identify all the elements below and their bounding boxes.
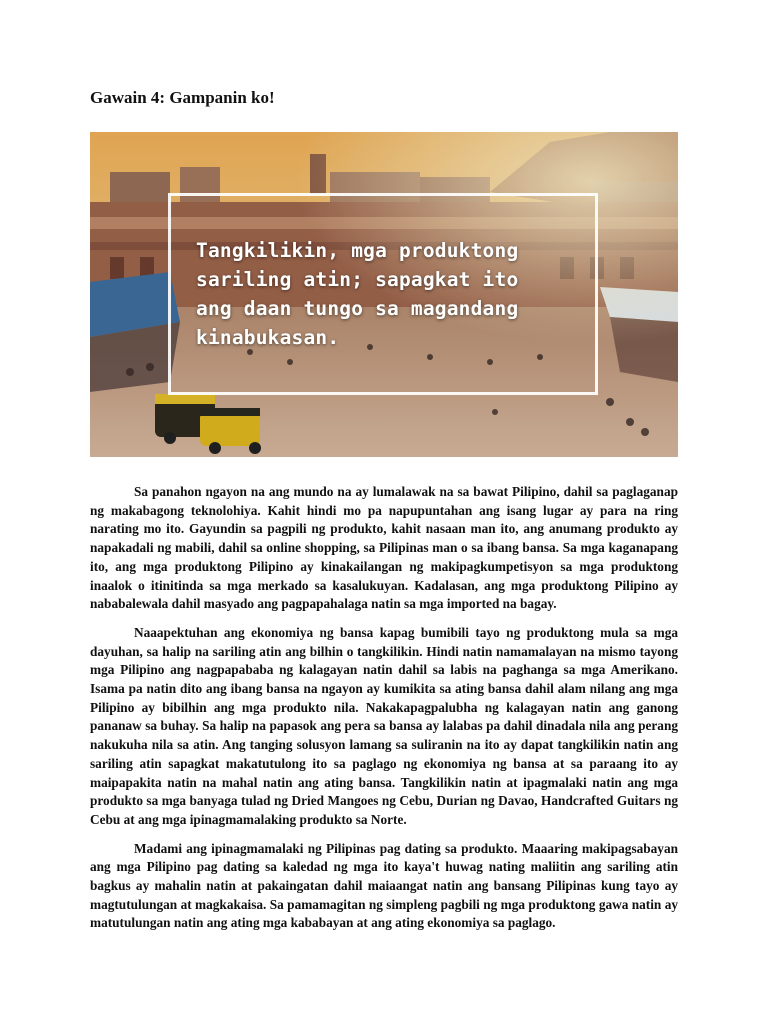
paragraph-3: Madami ang ipinagmamalaki ng Pilipinas pag dating sa produkto. Maaaring makipagsabayan ang mga Pilipino pag dating sa kaledad ng mga ito kaya't huwag nating maliitin ang sariling atin bagkus ay mahalin natin at pakaingatan dahil maiaangat natin ang bansang Pilipinas kung tayo ay magtutulungan at magkakaisa. Sa pamamagitan ng simpleng pagbili ng mga produktong gawa natin ay matutulungan natin ang ating mga kababayan at ang ating ekonomiya sa paglago. — [90, 840, 678, 931]
article-body — [90, 483, 678, 943]
page-heading: Gawain 4: Gampanin ko! — [90, 88, 275, 107]
paragraph-2: Naaapektuhan ang ekonomiya ng bansa kapag bumibili tayo ng produktong mula sa mga dayuhan, sa halip na sariling atin ang bilhin o tangkilikin. Hindi natin namamalayan na mismo tayong mga Pilipino ang nagpapababa ng kalagayan natin dahil sa labis na paghanga sa mga Amerikano. Isama pa natin dito ang ibang bansa na ngayon ay kumikita sa ating bansa dahil alam nilang ang mga Pilipino ay bibilhin ang mga produkto nila. Nakakapagpalubha ng kalagayan natin ang ganong pananaw sa buhay. Sa halip na papasok ang pera sa bansa ay lalabas pa dahil dinadala nila ang perang nakukuha nila sa atin. Ang tanging solusyon lamang sa suliranin na ito ay dapat tangkilikin natin ang sariling atin sapagkat makatutulong ito sa paglago ng ekonomiya ng bansa at sa paraang ito ay maipapakita natin na mahal natin ang ating bansa. Tangkilikin natin at ipagmalaki natin ang mga produkto sa mga banyaga tulad ng Dried Mangoes ng Cebu, Durian ng Davao, Handcrafted Guitars ng Cebu at ang mga ipinagmamalaking produkto sa Norte. — [90, 624, 678, 827]
hero-image — [90, 132, 678, 457]
paragraph-1: Sa panahon ngayon na ang mundo na ay lumalawak na sa bawat Pilipino, dahil sa paglaganap ng makabagong teknolohiya. Kahit hindi mo pa napupuntahan ang isang lugar ay para na ring narating mo ito. Gayundin sa pagpili ng produkto, kahit nasaan man ito, ang anumang produkto ay napakadali ng mabili, dahil sa online shopping, sa Pilipinas man o sa ibang bansa. Sa mga kaganapang ito, ang mga produktong Pilipino ay kinakailangan ng makipagkumpetisyon sa mga produktong inaalok o itinitinda sa mga merkado sa kasalukuyan. Kadalasan, ang mga produktong Pilipino ay nababalewala dahil masyado ang pagpapahalaga natin sa mga imported na bagay. — [90, 484, 678, 612]
hero-quote: Tangkilikin, mga produktong sariling atin; sapagkat ito ang daan tungo sa magandang kinabukasan. — [196, 239, 519, 349]
